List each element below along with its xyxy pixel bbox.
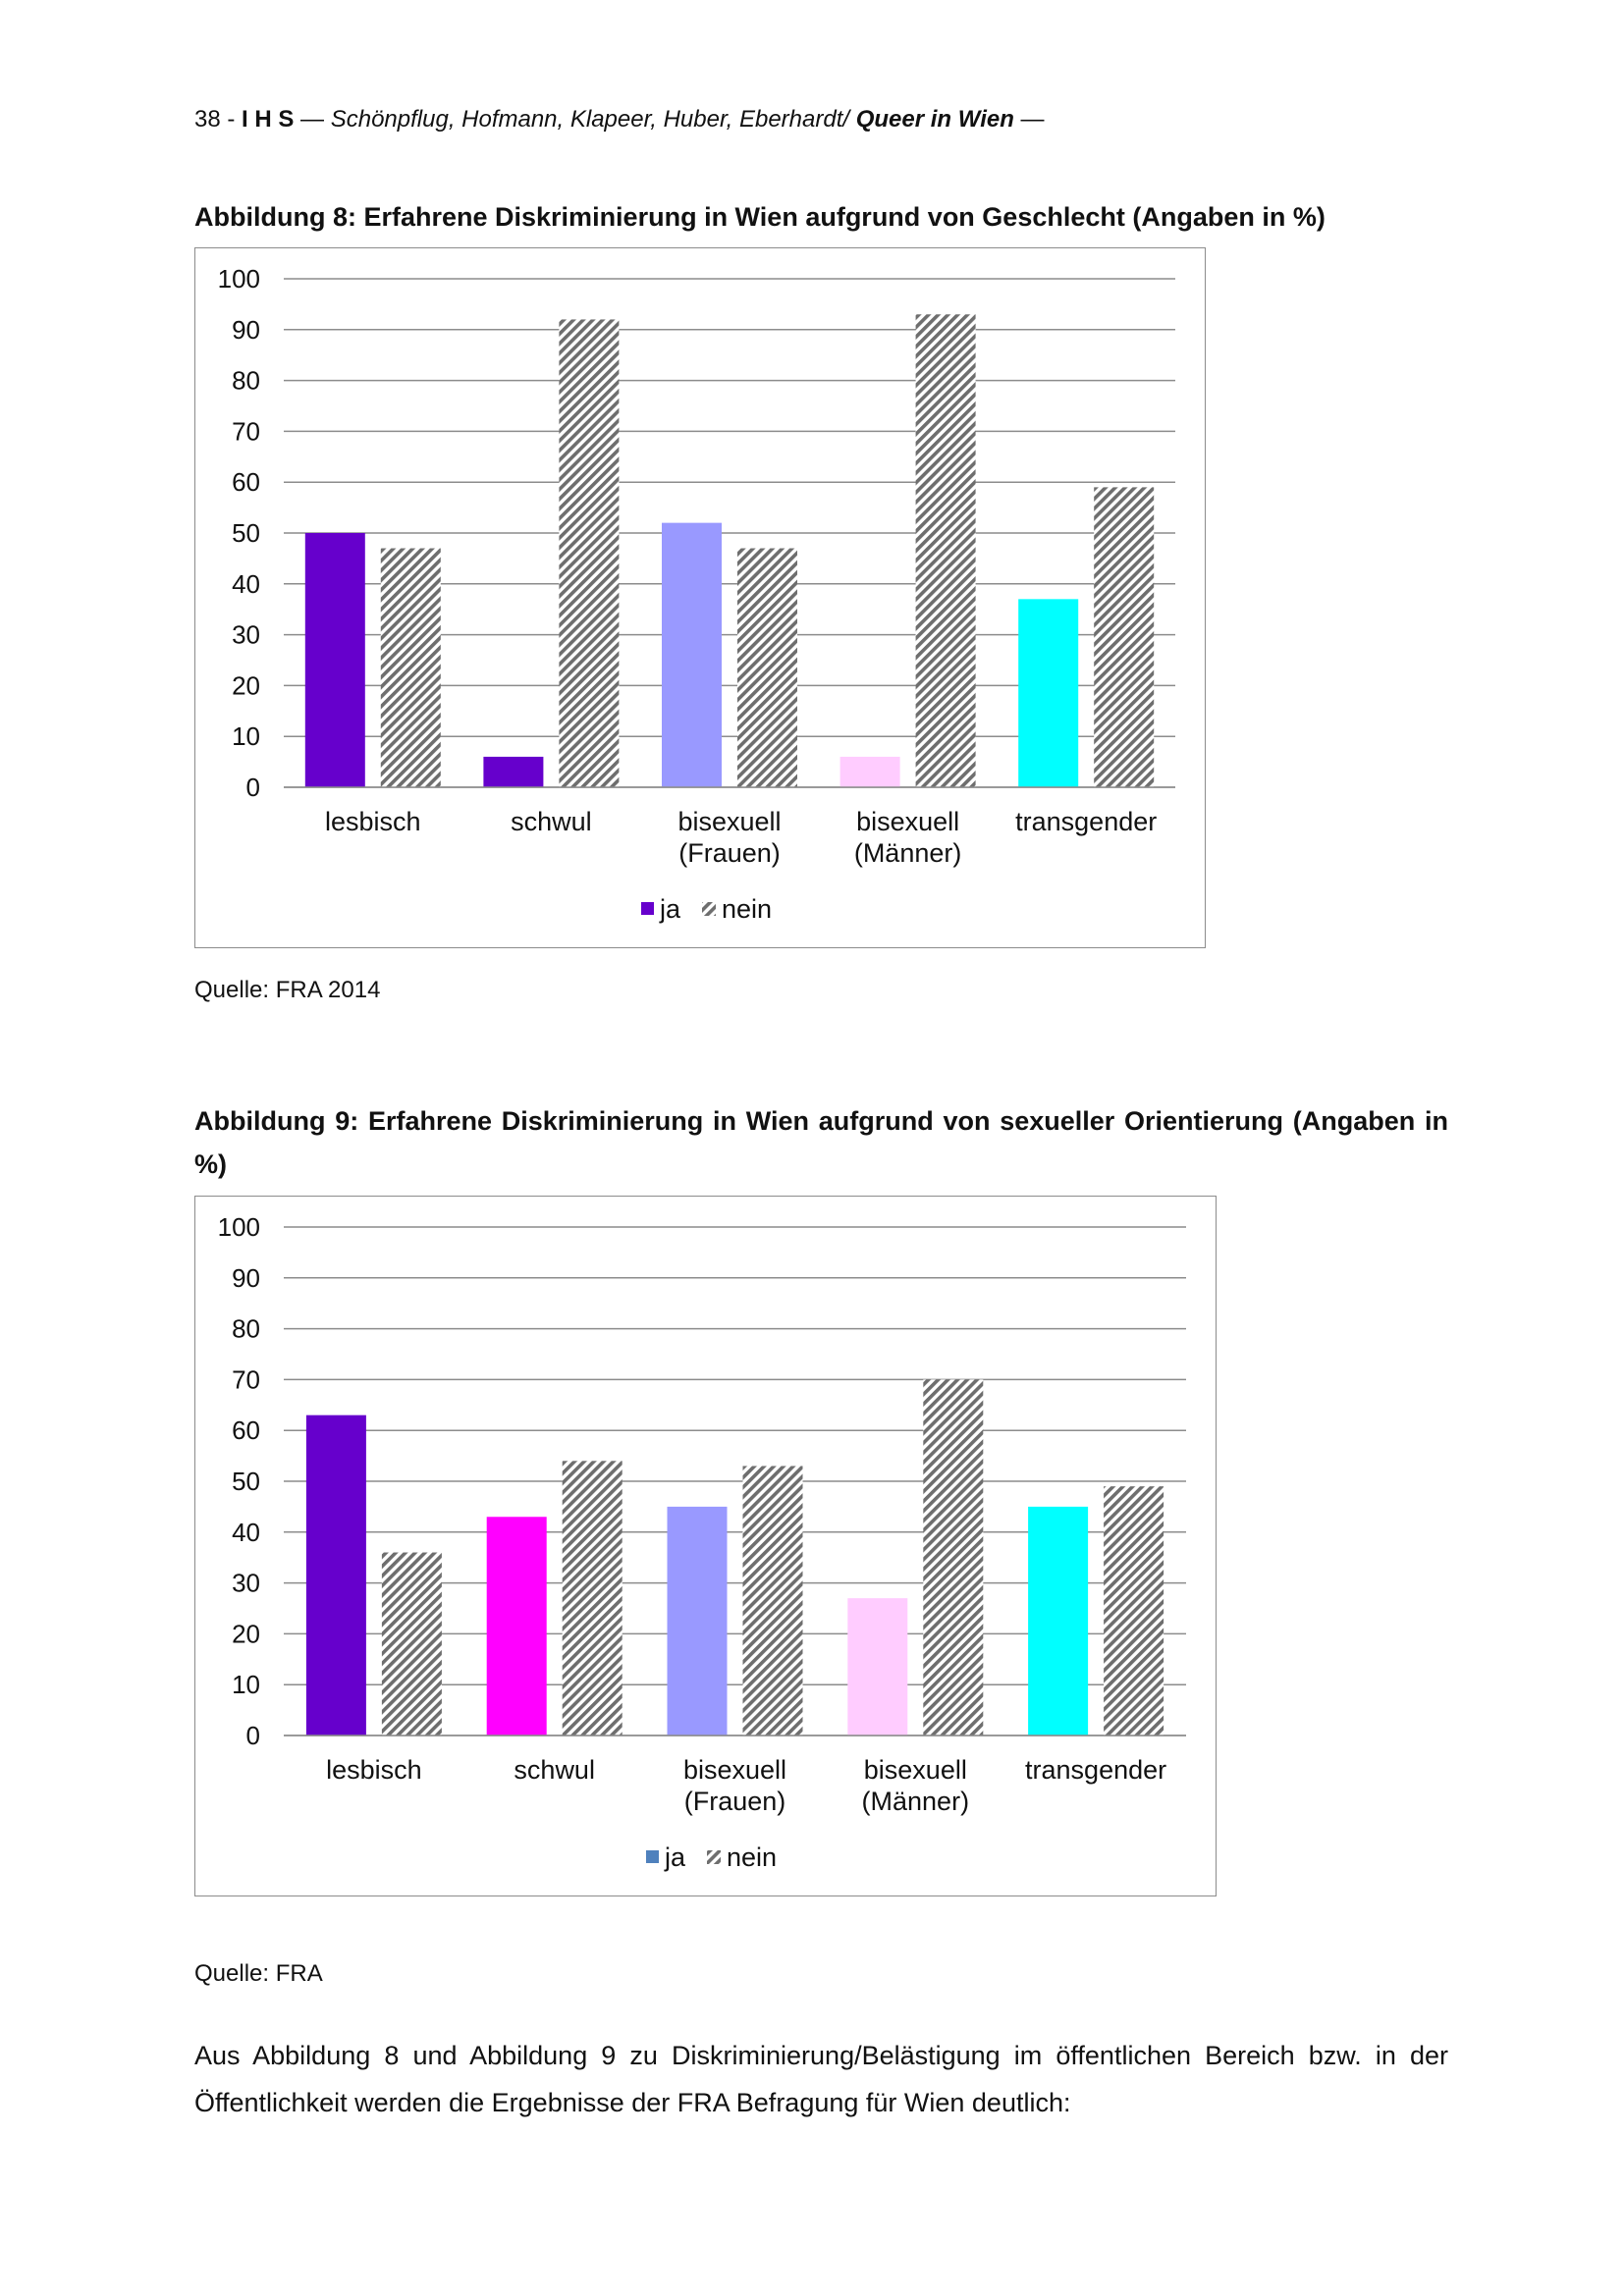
body-paragraph: Aus Abbildung 8 und Abbildung 9 zu Diskriminierung/Belästigung im öffentlichen Bereich bzw. in der Öffentlichkeit werden die Ergebnisse der FRA Befragung für Wien deutlich: xyxy=(194,2041,1448,2117)
legend-swatch-nein xyxy=(702,902,716,916)
y-tick-label: 50 xyxy=(232,1467,260,1496)
institute-name: I H S xyxy=(242,106,295,133)
legend-label-nein: nein xyxy=(727,1842,778,1872)
category-label: bisexuell xyxy=(863,1755,967,1785)
category-label: schwul xyxy=(514,1755,595,1785)
bar-ja xyxy=(840,757,900,787)
y-tick-label: 60 xyxy=(232,467,260,498)
category-label: transgender xyxy=(1025,1755,1167,1785)
y-tick-label: 40 xyxy=(232,1517,260,1547)
category-label: schwul xyxy=(511,807,592,836)
category-label: (Männer) xyxy=(853,838,962,868)
y-tick-label: 20 xyxy=(232,670,260,701)
bar-ja xyxy=(305,533,365,787)
legend xyxy=(641,894,772,924)
y-tick-label: 30 xyxy=(232,619,260,650)
y-tick-label: 100 xyxy=(217,1212,260,1242)
y-tick-label: 0 xyxy=(245,1721,260,1750)
y-tick-label: 60 xyxy=(232,1415,260,1446)
y-tick-label: 20 xyxy=(232,1619,260,1649)
bar-ja xyxy=(1018,599,1078,787)
header-separator: — xyxy=(294,106,331,133)
bar-nein xyxy=(737,549,797,787)
category-label: transgender xyxy=(1015,807,1158,836)
category-label: (Männer) xyxy=(861,1787,970,1816)
page-header xyxy=(194,106,1045,133)
figure-9-title: Abbildung 9: Erfahrene Diskriminierung in Wien aufgrund von sexueller Orientierung (Angaben in %) xyxy=(194,1106,1448,1179)
legend-label-nein: nein xyxy=(722,894,773,924)
y-tick-label: 10 xyxy=(232,721,260,752)
bar-ja xyxy=(662,523,722,787)
bar-nein xyxy=(381,549,441,787)
y-tick-label: 90 xyxy=(232,314,260,345)
bar-ja xyxy=(483,757,543,787)
bar-nein xyxy=(916,314,976,787)
bar-nein xyxy=(563,1461,623,1735)
legend-label-ja: ja xyxy=(665,1842,686,1872)
bar-nein xyxy=(743,1466,803,1735)
y-tick-label: 40 xyxy=(232,568,260,599)
bar-ja xyxy=(847,1598,907,1735)
figure-8-source: Quelle: FRA 2014 xyxy=(194,977,381,1003)
header-title: Queer in Wien xyxy=(855,106,1014,133)
legend-swatch-ja xyxy=(641,902,654,915)
figure-8-chart-svg xyxy=(195,248,1205,947)
figure-9-source: Quelle: FRA xyxy=(194,1960,323,1987)
legend xyxy=(646,1842,777,1872)
category-label: (Frauen) xyxy=(683,1787,786,1816)
bar-ja xyxy=(487,1517,547,1735)
legend-swatch-nein xyxy=(707,1850,721,1864)
legend-label-ja: ja xyxy=(660,894,681,924)
bar-nein xyxy=(1094,487,1154,787)
bar-nein xyxy=(923,1379,983,1735)
legend-swatch-ja xyxy=(646,1850,659,1863)
y-tick-label: 70 xyxy=(232,416,260,447)
bar-nein xyxy=(559,319,619,787)
figure-8-title: Abbildung 8: Erfahrene Diskriminierung in Wien aufgrund von Geschlecht (Angaben in %) xyxy=(194,202,1326,232)
y-tick-label: 50 xyxy=(232,518,260,548)
figure-9-chart xyxy=(194,1196,1217,1896)
figure-8-chart xyxy=(194,247,1206,948)
bar-nein xyxy=(382,1553,442,1735)
category-label: bisexuell xyxy=(856,807,960,836)
category-label: (Frauen) xyxy=(678,838,781,868)
y-tick-label: 10 xyxy=(232,1670,260,1700)
header-separator-end: — xyxy=(1013,106,1045,133)
y-tick-label: 0 xyxy=(245,773,260,802)
category-label: lesbisch xyxy=(325,807,421,836)
y-tick-label: 70 xyxy=(232,1364,260,1395)
y-tick-label: 80 xyxy=(232,1313,260,1344)
bar-ja xyxy=(668,1507,728,1735)
category-label: lesbisch xyxy=(326,1755,422,1785)
y-tick-label: 100 xyxy=(217,264,260,294)
y-tick-label: 30 xyxy=(232,1568,260,1598)
bar-ja xyxy=(306,1415,366,1735)
y-tick-label: 90 xyxy=(232,1262,260,1293)
category-label: bisexuell xyxy=(677,807,782,836)
figure-9-chart-svg xyxy=(195,1197,1216,1896)
page-number: 38 - xyxy=(194,106,243,133)
y-tick-label: 80 xyxy=(232,365,260,396)
category-label: bisexuell xyxy=(682,1755,787,1785)
header-authors: Schönpflug, Hofmann, Klapeer, Huber, Eberhardt/ xyxy=(330,106,856,133)
bar-nein xyxy=(1104,1486,1164,1735)
bar-ja xyxy=(1028,1507,1088,1735)
